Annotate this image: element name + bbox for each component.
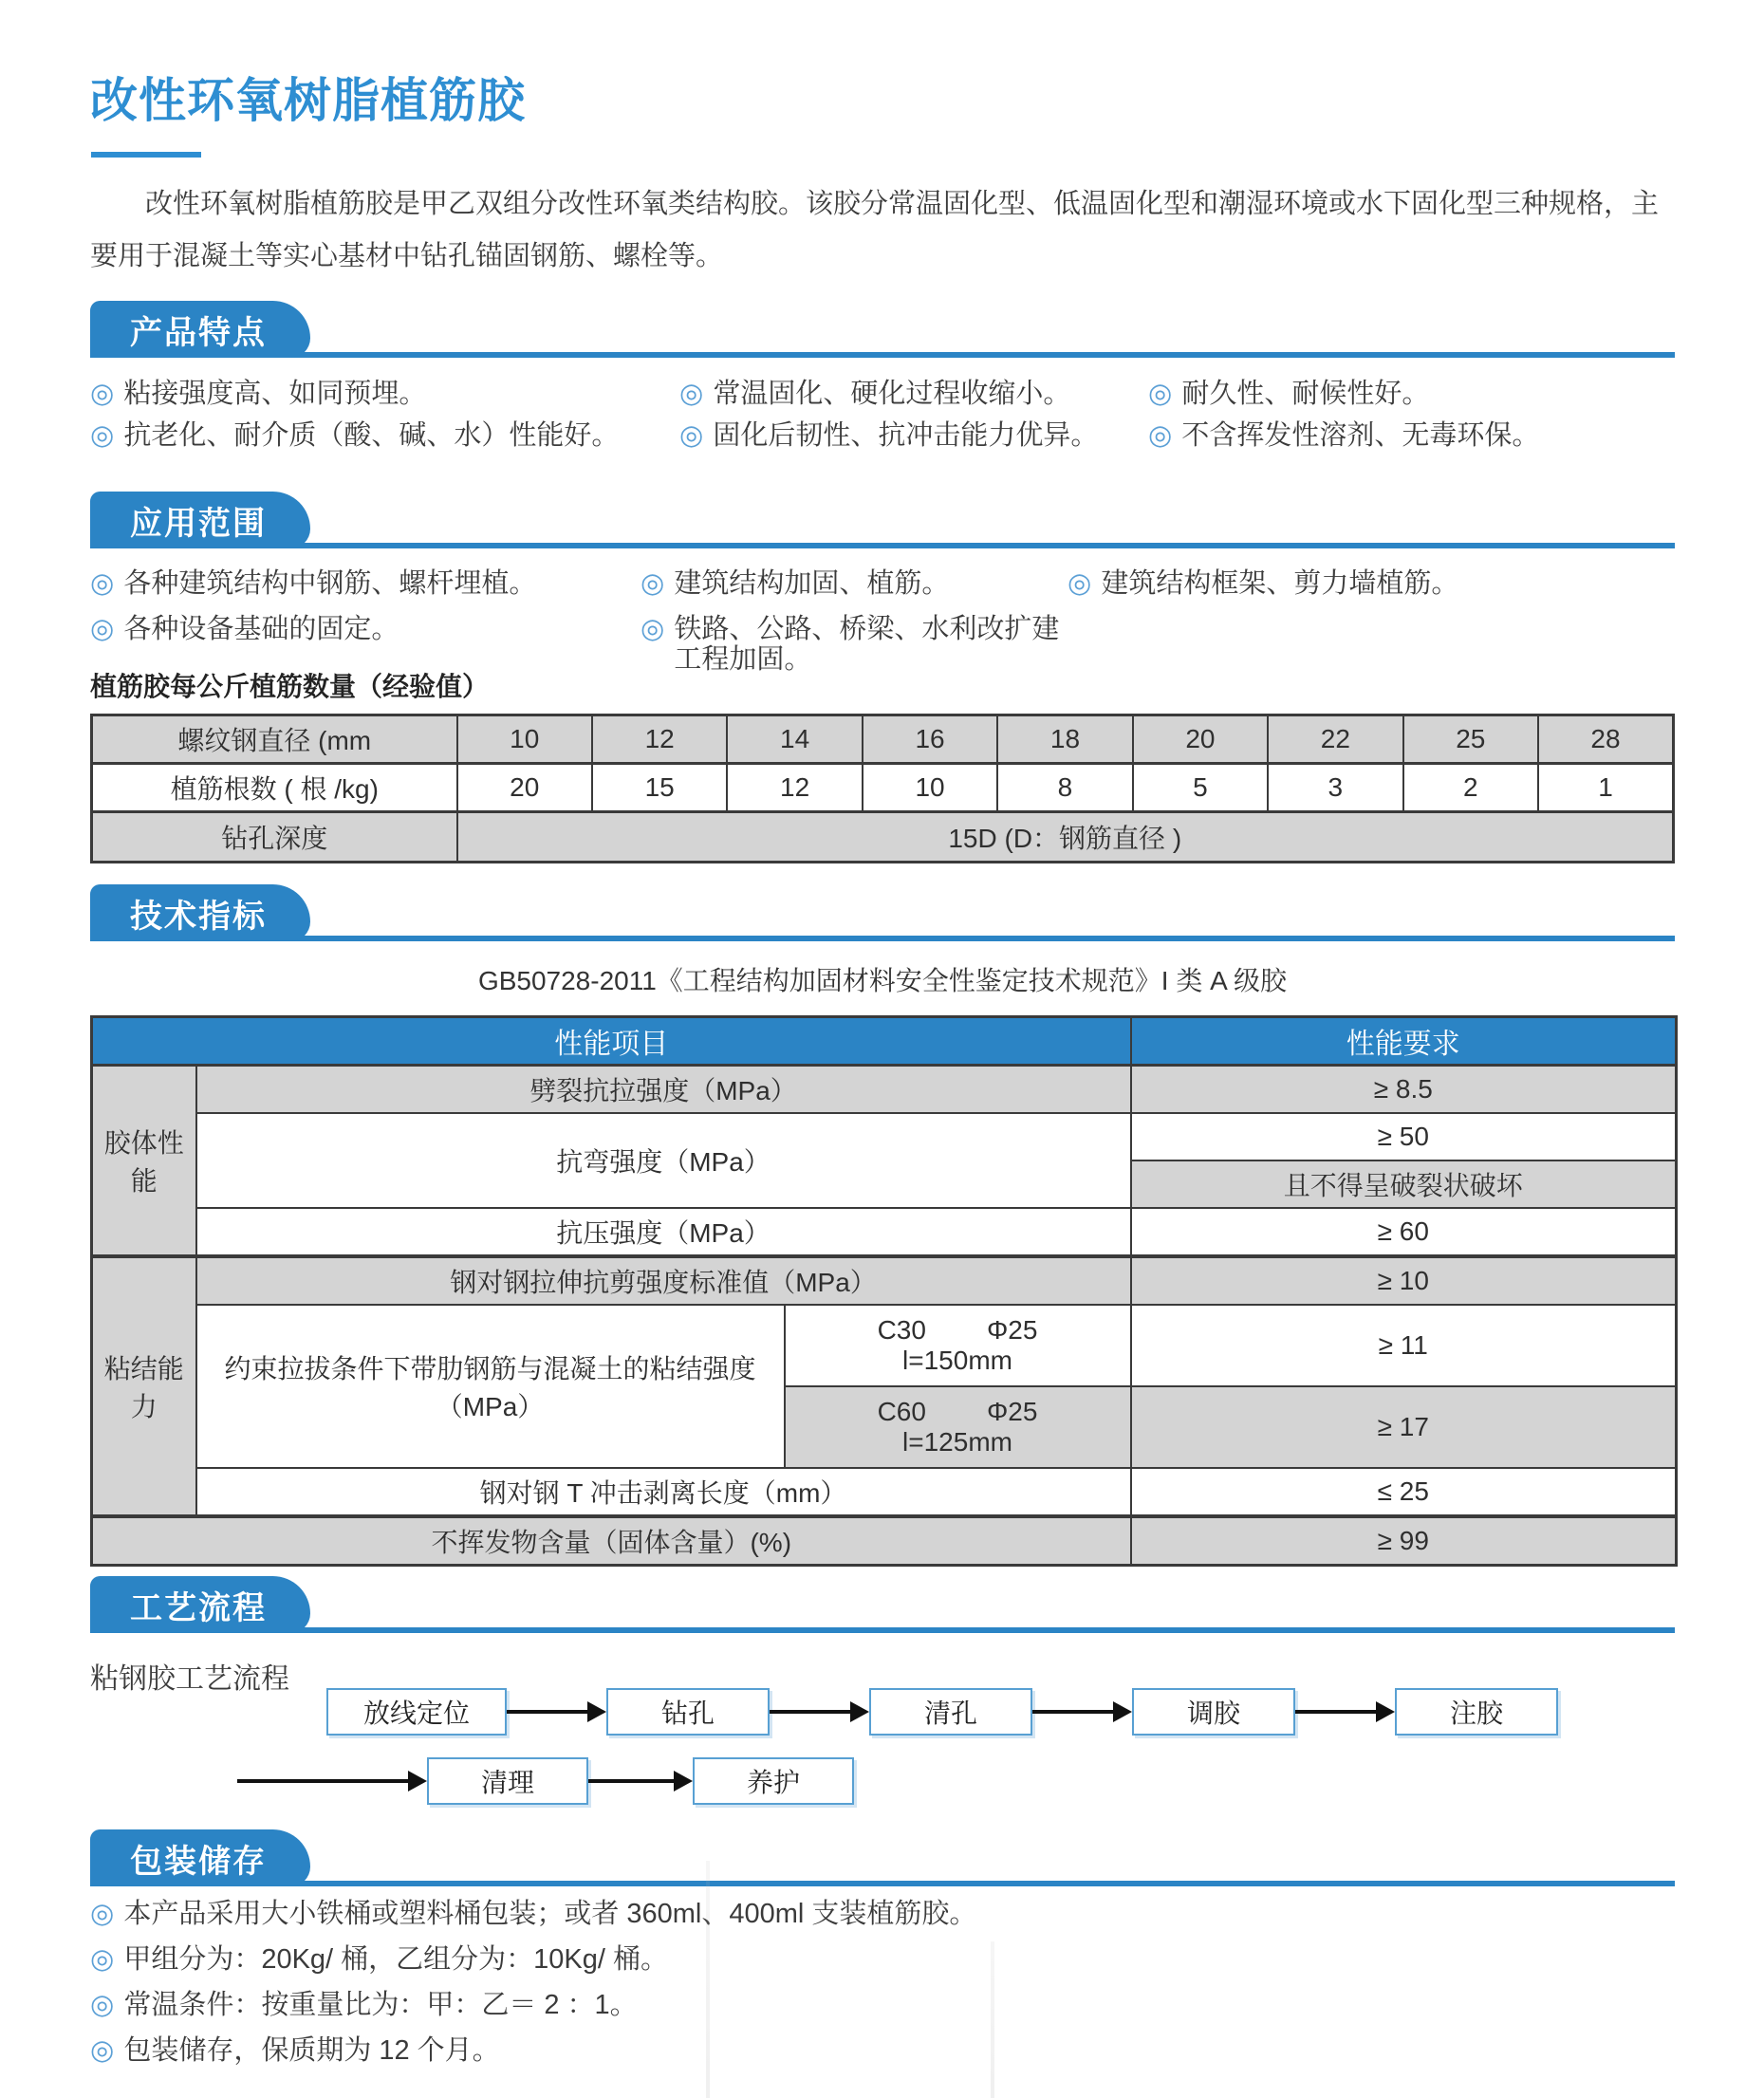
feature-text: 固化后韧性、抗冲击能力优异。	[713, 420, 1099, 451]
table-row	[92, 764, 1674, 812]
col-header-requirement: 性能要求	[1131, 1017, 1677, 1066]
bullet-icon: ◎	[90, 379, 115, 409]
process-flow-row-2	[237, 1756, 854, 1806]
cell: 3	[1268, 764, 1402, 812]
requirement-value: 且不得呈破裂状破坏	[1131, 1160, 1677, 1208]
bullet-icon: ◎	[641, 614, 665, 644]
condition-cell	[785, 1305, 1131, 1386]
row-label: 植筋根数 ( 根 /kg)	[92, 764, 457, 812]
feature-text: 抗老化、耐介质（酸、碱、水）性能好。	[123, 420, 620, 451]
requirement-value: ≥ 50	[1131, 1113, 1677, 1160]
section-underline	[90, 352, 1675, 358]
flow-arrow-icon	[507, 1701, 606, 1722]
group-label: 胶体性能	[92, 1066, 196, 1257]
requirement-value: ≤ 25	[1131, 1468, 1677, 1516]
title-underline-dash	[91, 152, 201, 158]
flow-step-box: 钻孔	[606, 1688, 770, 1736]
requirement-value: ≥ 11	[1131, 1305, 1677, 1386]
application-text: 建筑结构框架、剪力墙植筋。	[1101, 568, 1459, 599]
property-name: 抗压强度（MPa）	[196, 1208, 1131, 1256]
rebar-count-table	[90, 714, 1675, 863]
rebar-table-caption: 植筋胶每公斤植筋数量（经验值）	[90, 672, 490, 701]
bullet-icon: ◎	[679, 420, 704, 451]
list-item	[1148, 420, 1675, 451]
application-text: 建筑结构加固、植筋。	[674, 568, 950, 599]
flow-arrow-icon	[1032, 1701, 1132, 1722]
table-row	[92, 1208, 1677, 1256]
cell: 20	[457, 764, 592, 812]
requirement-value: ≥ 8.5	[1131, 1066, 1677, 1114]
section-badge-process: 工艺流程	[90, 1576, 310, 1633]
list-item	[90, 2035, 1675, 2066]
list-item	[90, 1899, 1675, 1929]
section-badge-applications: 应用范围	[90, 492, 310, 548]
concrete-grade: C60	[877, 1397, 926, 1426]
packaging-text: 包装储存，保质期为 12 个月。	[123, 2035, 500, 2066]
section-underline	[90, 543, 1675, 548]
packaging-list	[90, 1899, 1675, 2081]
bullet-icon: ◎	[90, 2035, 115, 2066]
cell: 10	[863, 764, 997, 812]
bullet-icon: ◎	[1068, 568, 1092, 599]
feature-text: 常温固化、硬化过程收缩小。	[713, 379, 1071, 409]
bullet-icon: ◎	[641, 568, 665, 599]
section-underline	[90, 1627, 1675, 1633]
watermark-building	[693, 1850, 731, 2098]
section-badge-tech: 技术指标	[90, 884, 310, 941]
cell: 12	[592, 715, 727, 764]
requirement-value: ≥ 10	[1131, 1256, 1677, 1305]
list-item	[1068, 568, 1675, 599]
cell: 12	[727, 764, 862, 812]
section-header-process	[90, 1576, 1675, 1633]
cell: 8	[997, 764, 1132, 812]
standard-note: GB50728-2011《工程结构加固材料安全性鉴定技术规范》I 类 A 级胶	[477, 966, 1288, 995]
bullet-icon: ◎	[90, 614, 115, 644]
flow-step-box: 清理	[427, 1757, 588, 1805]
bullet-icon: ◎	[90, 1944, 115, 1975]
process-subtitle: 粘钢胶工艺流程	[90, 1663, 289, 1695]
property-name: 约束拉拔条件下带肋钢筋与混凝土的粘结强度（MPa）	[196, 1305, 785, 1468]
requirement-value: ≥ 17	[1131, 1386, 1677, 1468]
property-name: 抗弯强度（MPa）	[196, 1113, 1131, 1208]
property-name: 钢对钢 T 冲击剥离长度（mm）	[196, 1468, 1131, 1516]
list-item	[1148, 379, 1675, 409]
cell: 25	[1403, 715, 1538, 764]
cell: 2	[1403, 764, 1538, 812]
list-item	[641, 568, 1068, 599]
requirement-value: ≥ 60	[1131, 1208, 1677, 1256]
table-row	[92, 1468, 1677, 1516]
section-badge-features: 产品特点	[90, 301, 310, 358]
packaging-text: 常温条件：按重量比为：甲：乙＝ 2 ：1。	[123, 1990, 638, 2020]
bullet-icon: ◎	[90, 1990, 115, 2020]
col-header-property: 性能项目	[92, 1017, 1131, 1066]
table-row	[92, 1516, 1677, 1566]
flow-step-box: 放线定位	[326, 1688, 507, 1736]
process-flow-row-1	[326, 1687, 1558, 1736]
cell: 15	[592, 764, 727, 812]
flow-step-box: 清孔	[869, 1688, 1032, 1736]
cell: 22	[1268, 715, 1402, 764]
application-text: 铁路、公路、桥梁、水利改扩建工程加固。	[674, 614, 1060, 675]
rebar-diameter: Φ25	[986, 1397, 1038, 1426]
section-underline	[90, 936, 1675, 941]
flow-arrow-icon	[770, 1701, 869, 1722]
section-underline	[90, 1881, 1675, 1886]
bullet-icon: ◎	[90, 1899, 115, 1929]
row-label: 钻孔深度	[92, 812, 457, 863]
property-name: 劈裂抗拉强度（MPa）	[196, 1066, 1131, 1114]
condition-cell	[785, 1386, 1131, 1468]
table-header-row	[92, 1017, 1677, 1066]
flow-arrow-icon	[237, 1771, 427, 1792]
bullet-icon: ◎	[90, 420, 115, 451]
page-title: 改性环氧树脂植筋胶	[90, 74, 526, 127]
cell: 5	[1133, 764, 1268, 812]
property-name: 钢对钢拉伸抗剪强度标准值（MPa）	[196, 1256, 1131, 1305]
list-item	[679, 379, 1148, 409]
rebar-diameter: Φ25	[986, 1315, 1038, 1345]
requirement-value: ≥ 99	[1131, 1516, 1677, 1566]
section-header-applications	[90, 492, 1675, 548]
list-item	[679, 420, 1148, 451]
section-header-tech	[90, 884, 1675, 941]
anchor-length: l=150mm	[902, 1346, 1012, 1375]
cell: 10	[457, 715, 592, 764]
packaging-text: 本产品采用大小铁桶或塑料桶包装；或者 360ml、400ml 支装植筋胶。	[123, 1899, 977, 1929]
cell: 16	[863, 715, 997, 764]
list-item	[90, 379, 679, 409]
cell: 18	[997, 715, 1132, 764]
application-text: 各种建筑结构中钢筋、螺杆埋植。	[123, 568, 537, 599]
concrete-grade: C30	[877, 1315, 926, 1345]
watermark-building	[977, 1936, 1015, 2098]
row-label: 螺纹钢直径 (mm	[92, 715, 457, 764]
table-row	[92, 1113, 1677, 1160]
anchor-length: l=125mm	[902, 1427, 1012, 1457]
applications-list	[90, 568, 1675, 675]
table-row	[92, 1066, 1677, 1114]
table-row	[92, 1256, 1677, 1305]
packaging-text: 甲组分为：20Kg/ 桶，乙组分为：10Kg/ 桶。	[123, 1944, 668, 1975]
section-header-features	[90, 301, 1675, 358]
group-label: 粘结能力	[92, 1256, 196, 1516]
list-item	[90, 420, 679, 451]
application-text: 各种设备基础的固定。	[123, 614, 399, 644]
list-item	[90, 1990, 1675, 2020]
list-item	[90, 1944, 1675, 1975]
flow-arrow-icon	[588, 1771, 693, 1792]
table-row	[92, 715, 1674, 764]
intro-paragraph: 改性环氧树脂植筋胶是甲乙双组分改性环氧类结构胶。该胶分常温固化型、低温固化型和潮湿环境或水下固化型三种规格，主要用于混凝土等实心基材中钻孔锚固钢筋、螺栓等。	[90, 189, 1660, 271]
tech-spec-table	[90, 1015, 1678, 1567]
features-list	[90, 379, 1675, 451]
table-row	[92, 812, 1674, 863]
bullet-icon: ◎	[1148, 420, 1173, 451]
bullet-icon: ◎	[1148, 379, 1173, 409]
cell: 20	[1133, 715, 1268, 764]
section-badge-packaging: 包装储存	[90, 1829, 310, 1886]
flow-step-box: 调胶	[1132, 1688, 1295, 1736]
bullet-icon: ◎	[679, 379, 704, 409]
cell: 15D (D：钢筋直径 )	[457, 812, 1674, 863]
cell: 28	[1538, 715, 1674, 764]
section-header-packaging	[90, 1829, 1675, 1886]
cell: 14	[727, 715, 862, 764]
flow-arrow-icon	[1295, 1701, 1395, 1722]
list-item	[90, 568, 641, 599]
feature-text: 耐久性、耐候性好。	[1181, 379, 1430, 409]
property-name: 不挥发物含量（固体含量）(%)	[92, 1516, 1131, 1566]
feature-text: 粘接强度高、如同预埋。	[123, 379, 427, 409]
list-item	[641, 614, 1068, 675]
feature-text: 不含挥发性溶剂、无毒环保。	[1181, 420, 1540, 451]
flow-step-box: 养护	[693, 1757, 854, 1805]
table-row	[92, 1305, 1677, 1386]
flow-step-box: 注胶	[1395, 1688, 1558, 1736]
cell: 1	[1538, 764, 1674, 812]
bullet-icon: ◎	[90, 568, 115, 599]
